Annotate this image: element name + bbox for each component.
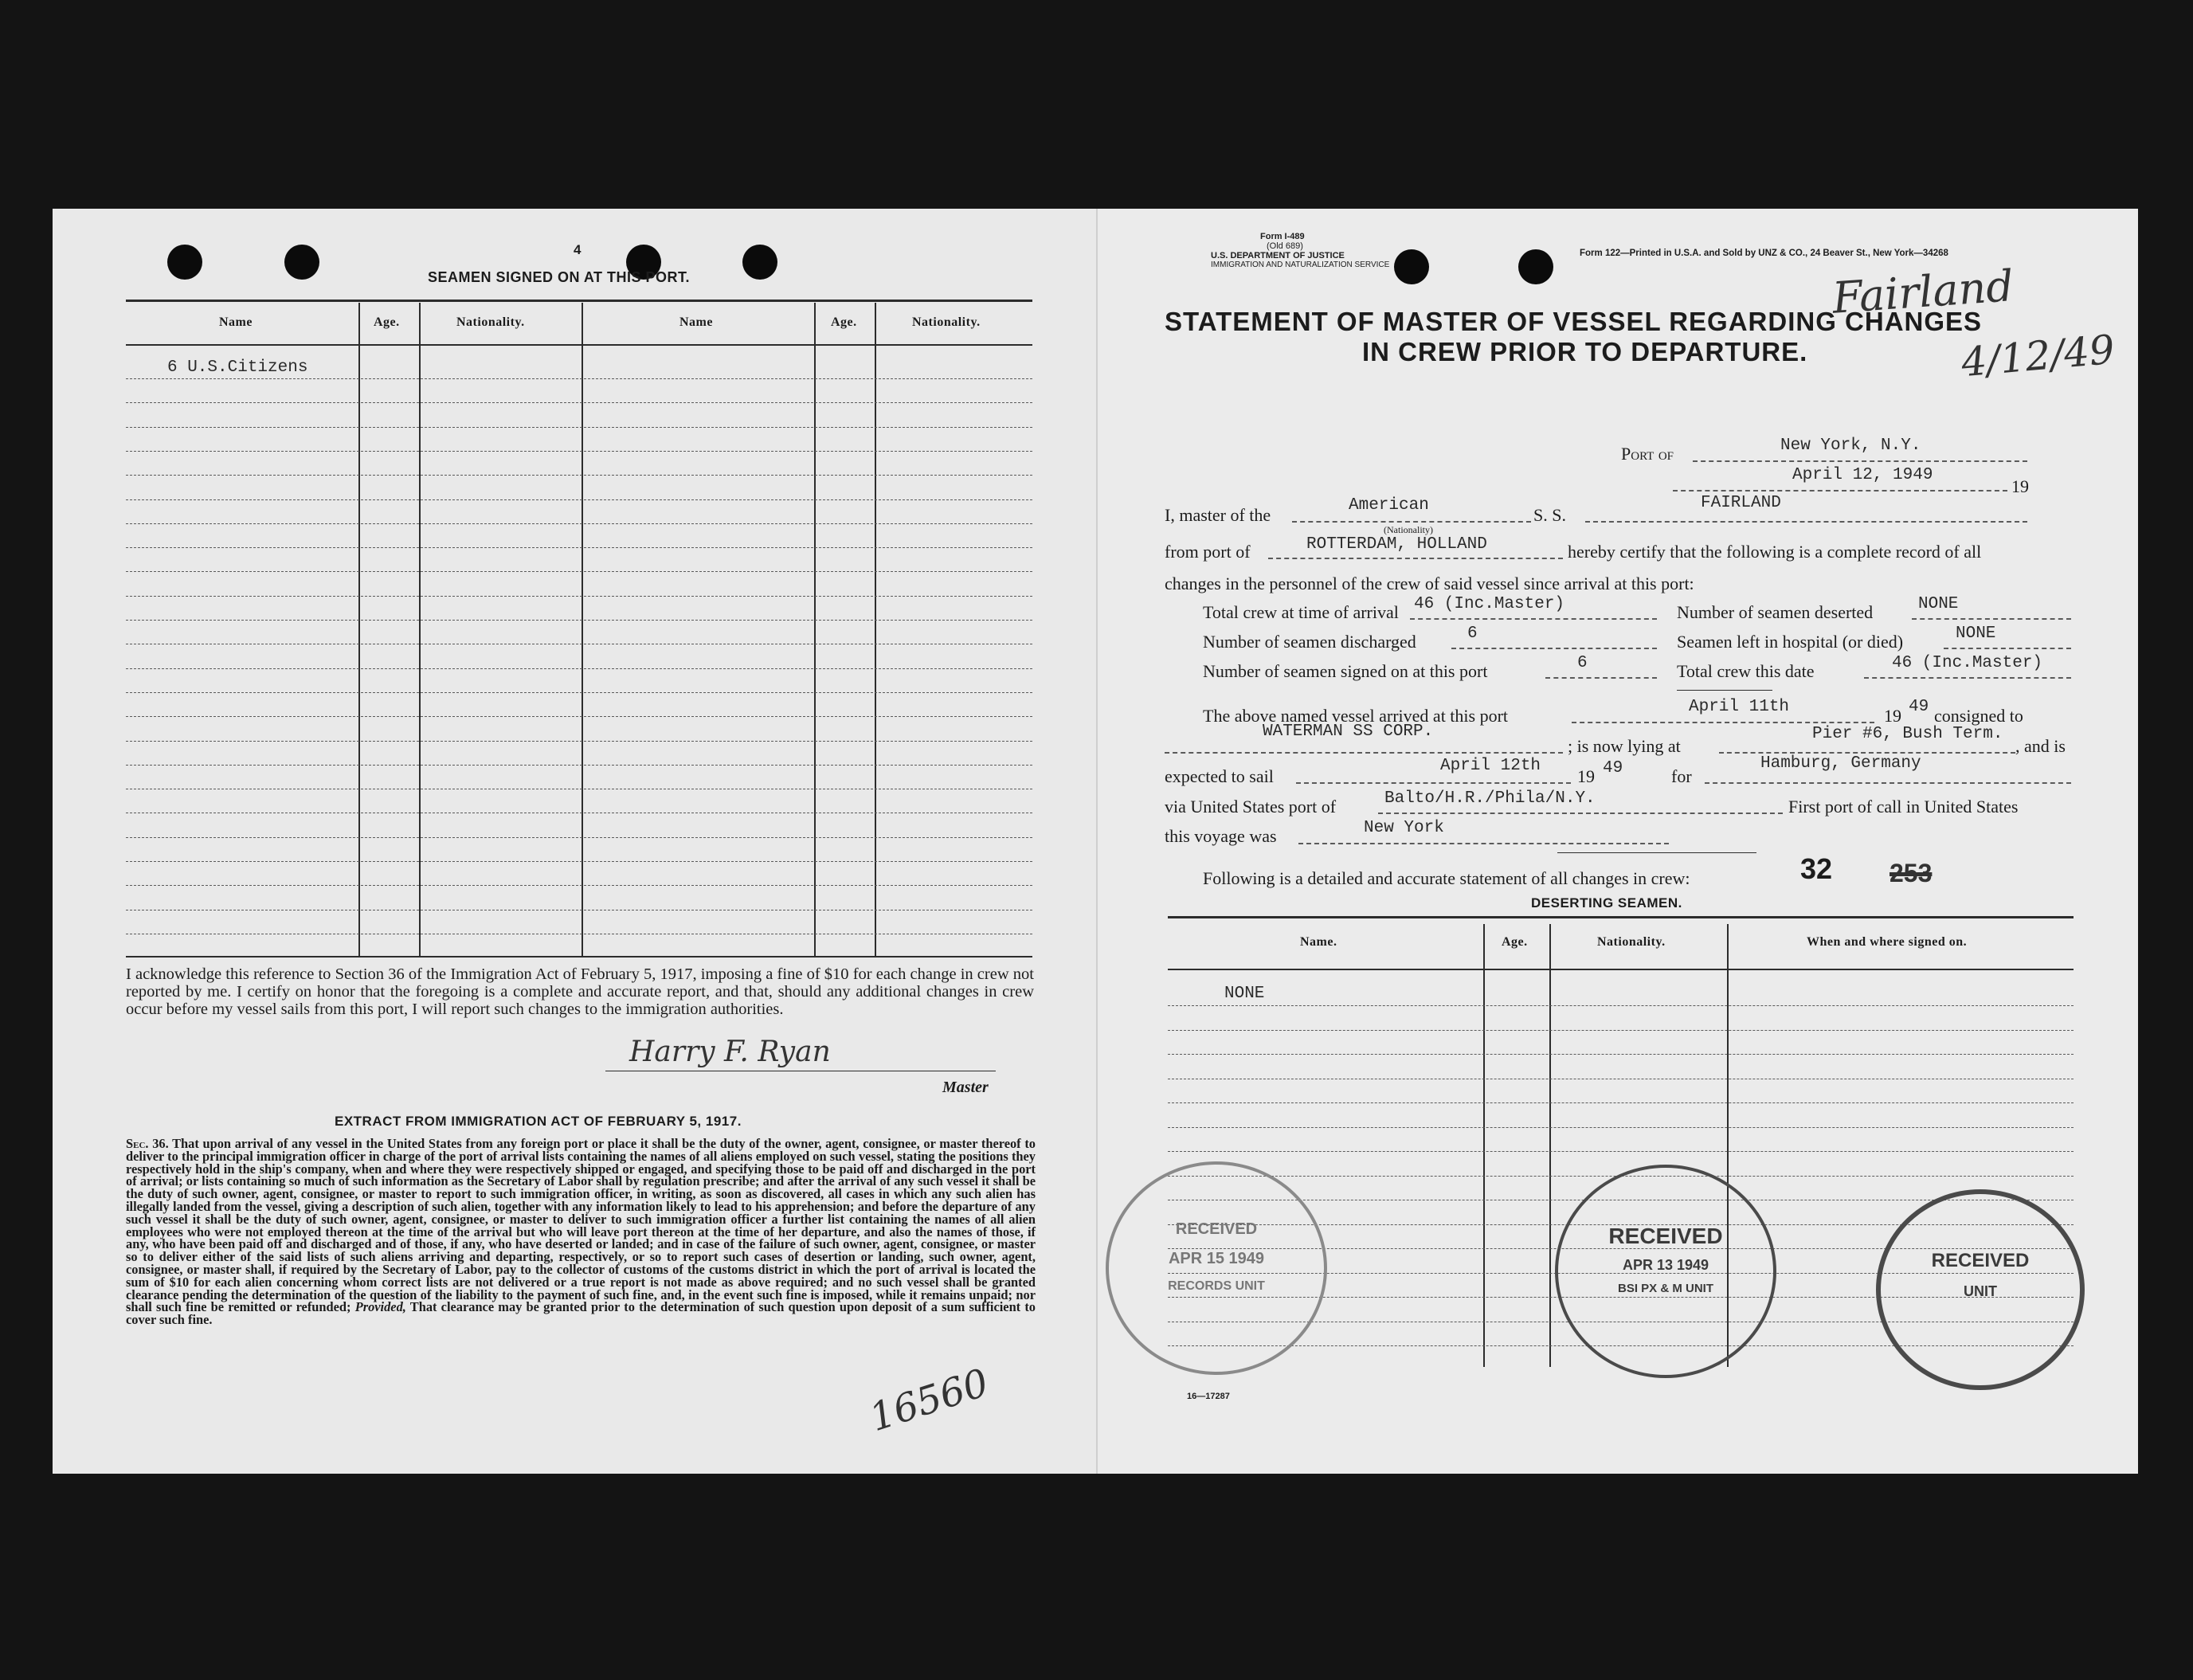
extract-text bbox=[126, 1138, 1036, 1326]
column-divider bbox=[1549, 924, 1551, 1367]
stamp-label: RECEIVED bbox=[1608, 1224, 1723, 1248]
ruled-row-line bbox=[1168, 1151, 2074, 1152]
fill-line bbox=[1719, 752, 2015, 754]
col-header-signed-on: When and where signed on. bbox=[1807, 935, 1968, 949]
form-number: Form I-489 bbox=[1260, 232, 1305, 241]
sail-year: 49 bbox=[1603, 759, 1623, 777]
handwritten-number: 16560 bbox=[864, 1360, 994, 1441]
port-value: New York, N.Y. bbox=[1780, 437, 1921, 455]
ruled-row-line bbox=[126, 571, 1032, 572]
column-divider bbox=[582, 303, 583, 957]
lying-label: ; is now lying at bbox=[1568, 736, 1681, 756]
sail-year-prefix: 19 bbox=[1577, 766, 1595, 786]
fill-line bbox=[1451, 648, 1657, 649]
signed-on-label: Number of seamen signed on at this port bbox=[1203, 661, 1488, 681]
ss-label: S. S. bbox=[1533, 505, 1566, 525]
deserting-entry: NONE bbox=[1224, 985, 1265, 1003]
department: U.S. DEPARTMENT OF JUSTICE bbox=[1211, 251, 1345, 260]
for-label: for bbox=[1671, 766, 1692, 786]
ruled-row-line bbox=[126, 837, 1032, 838]
total-date-label: Total crew this date bbox=[1677, 661, 1815, 681]
fill-line bbox=[1673, 490, 2007, 491]
ruled-row-line bbox=[126, 499, 1032, 500]
master-signature: Harry F. Ryan bbox=[629, 1036, 831, 1068]
col-header-nationality: Nationality. bbox=[1597, 935, 1666, 949]
col-header-name: Name bbox=[219, 315, 253, 329]
deserting-title: DESERTING SEAMEN. bbox=[1531, 895, 1682, 910]
punch-hole bbox=[167, 245, 202, 280]
page-number: 4 bbox=[574, 242, 582, 257]
hospital-value: NONE bbox=[1956, 625, 1996, 643]
column-divider bbox=[1483, 924, 1485, 1367]
handwritten-vessel: Fairland bbox=[1831, 260, 2015, 323]
discharged-label: Number of seamen discharged bbox=[1203, 632, 1416, 652]
sail-value: April 12th bbox=[1440, 757, 1541, 775]
signed-on-value: 6 bbox=[1577, 654, 1588, 672]
certify-text: hereby certify that the following is a complete record of all bbox=[1568, 542, 1982, 562]
ruled-row-line bbox=[1168, 1005, 2074, 1006]
hospital-label: Seamen left in hospital (or died) bbox=[1677, 632, 1904, 652]
crew-count: 32 bbox=[1800, 852, 1833, 885]
ruled-row-line bbox=[126, 378, 1032, 379]
fill-line bbox=[1864, 677, 2071, 679]
stamp-date: APR 13 1949 bbox=[1622, 1257, 1709, 1273]
punch-hole bbox=[1518, 249, 1553, 284]
col-header-nationality-2: Nationality. bbox=[912, 315, 981, 329]
arrived-value: April 11th bbox=[1689, 698, 1790, 716]
form-old-number: (Old 689) bbox=[1267, 241, 1303, 251]
first-call-label: First port of call in United States bbox=[1788, 797, 2019, 817]
consignee-value: WATERMAN SS CORP. bbox=[1263, 723, 1434, 741]
fill-line bbox=[1298, 843, 1669, 844]
ruled-row-line bbox=[126, 596, 1032, 597]
ruled-row-line bbox=[126, 427, 1032, 428]
via-value: Balto/H.R./Phila/N.Y. bbox=[1384, 789, 1596, 808]
fill-line bbox=[1545, 677, 1657, 679]
form-title-line2: IN CREW PRIOR TO DEPARTURE. bbox=[1362, 337, 1808, 366]
acknowledgement-text: I acknowledge this reference to Section 36 of the Immigration Act of February 5, 1917, imposing a fine of $10 for each change in crew not reported by me. I certify on honor that the foregoing is a complete and accurate report, and that, should any additional changes in crew occur before my vessel sails from this port, I will report such changes to the immigration authorities. bbox=[126, 965, 1034, 1018]
ruled-row-line bbox=[1168, 1127, 2074, 1128]
handwritten-date: 4/12/49 bbox=[1959, 326, 2117, 386]
master-of-label: I, master of the bbox=[1165, 505, 1271, 525]
left-title: SEAMEN SIGNED ON AT THIS PORT. bbox=[428, 269, 691, 285]
table-rule bbox=[126, 344, 1032, 346]
column-divider bbox=[419, 303, 421, 957]
punch-hole bbox=[1394, 249, 1429, 284]
stamp-unit: UNIT bbox=[1964, 1283, 1997, 1299]
total-arrival-label: Total crew at time of arrival bbox=[1203, 602, 1399, 622]
via-label: via United States port of bbox=[1165, 797, 1337, 817]
rule bbox=[1677, 690, 1772, 691]
vessel-value: FAIRLAND bbox=[1701, 494, 1781, 512]
arrived-year: 49 bbox=[1909, 698, 1929, 716]
ruled-row-line bbox=[126, 620, 1032, 621]
fill-line bbox=[1572, 722, 1874, 723]
fill-line bbox=[1705, 782, 2071, 784]
master-label: Master bbox=[942, 1079, 989, 1096]
printer-note: Form 122—Printed in U.S.A. and Sold by UNZ & CO., 24 Beaver St., New York—34268 bbox=[1580, 249, 1948, 258]
date-value: April 12, 1949 bbox=[1792, 466, 1933, 484]
from-port-label: from port of bbox=[1165, 542, 1251, 562]
ruled-row-line bbox=[126, 765, 1032, 766]
discharged-value: 6 bbox=[1467, 625, 1478, 643]
ruled-row-line bbox=[126, 861, 1032, 862]
col-header-nationality: Nationality. bbox=[456, 315, 525, 329]
ruled-row-line bbox=[1168, 1102, 2074, 1103]
total-date-value: 46 (Inc.Master) bbox=[1892, 654, 2043, 672]
extract-tail: That clearance may be granted prior to the determination of such question upon deposit of a sum sufficient to cover such fine. bbox=[126, 1299, 1036, 1328]
extract-provided: Provided, bbox=[354, 1299, 406, 1315]
fill-line bbox=[1944, 648, 2071, 649]
stamp-unit: RECORDS UNIT bbox=[1168, 1279, 1265, 1293]
ruled-row-line bbox=[1168, 1030, 2074, 1031]
column-divider bbox=[358, 303, 360, 957]
col-header-age: Age. bbox=[1502, 935, 1528, 949]
ruled-row-line bbox=[126, 741, 1032, 742]
col-header-age: Age. bbox=[374, 315, 400, 329]
following-text: Following is a detailed and accurate statement of all changes in crew: bbox=[1203, 868, 1690, 888]
fill-line bbox=[1268, 558, 1563, 559]
consigned-label: consigned to bbox=[1934, 706, 2023, 726]
service: IMMIGRATION AND NATURALIZATION SERVICE bbox=[1211, 260, 1390, 269]
column-divider bbox=[814, 303, 816, 957]
received-stamp-bsi bbox=[1555, 1165, 1776, 1378]
fill-line bbox=[1296, 782, 1571, 784]
fill-line bbox=[1693, 460, 2027, 462]
port-label: Port of bbox=[1621, 444, 1674, 464]
ruled-row-line bbox=[126, 716, 1032, 717]
form-title-line1: STATEMENT OF MASTER OF VESSEL REGARDING CHANGES bbox=[1165, 307, 1983, 336]
expected-label: expected to sail bbox=[1165, 766, 1274, 786]
ruled-row-line bbox=[126, 402, 1032, 403]
footer-code: 16—17287 bbox=[1187, 1392, 1230, 1401]
lying-value: Pier #6, Bush Term. bbox=[1812, 725, 2003, 743]
rule bbox=[1557, 852, 1756, 853]
voyage-value: New York bbox=[1364, 819, 1444, 837]
fill-line bbox=[1912, 618, 2071, 620]
table-rule bbox=[1168, 916, 2074, 918]
extract-body: That upon arrival of any vessel in the United States from any foreign port or place it shall be the duty of the owner, agent, consignee, or master thereof to deliver to the principal immigration officer in charge of the port of arrival lists containing the names of all aliens employed on such vessel, stating the positions they respectively hold in the ship's company, when and where they were respectively shipped or engaged, and specifying those to be paid off and discharged in the port of arrival; or lists containing so much of such information as the Secretary of Labor shall by regulation prescribe; and after the arrival of any such vessel it shall be the duty of such owner, agent, consignee, or master to report to such immigration officer, in writing, as soon as discovered, all cases in which any such alien has illegally landed from the vessel, giving a description of such alien, together with any information likely to lead to his apprehension; and before the departure of any such vessel it shall be the duty of such owner, agent, consignee, or master to deliver to such immigration officer a further list containing the names of all alien employees who were not employed thereon at the time of the arrival but who will leave port thereon at the time of her departure, and also the names of those, if any, who have been paid off and discharged and of those, if any, who have deserted or landed; and in case of the failure of such owner, agent, consignee, or master so to deliver either of the said lists of such aliens arriving and departing, respectively, or so to report such cases of desertion or landing, such owner, agent, consignee, or master shall, if required by the Secretary of Labor, pay to the collector of customs of the customs district in which the port of arrival is located the sum of $10 for each alien concerning whom correct lists are not delivered or a true report is not made as above required; and no such vessel shall be granted clearance pending the determination of the question of the liability to the payment of such fine, and, in the event such fine is imposed, while it remains unpaid; nor shall such fine be remitted or refunded; bbox=[126, 1136, 1036, 1315]
crew-count-struck: 253 bbox=[1890, 859, 1933, 887]
date-suffix: 19 bbox=[2011, 476, 2029, 496]
changes-text: changes in the personnel of the crew of said vessel since arrival at this port: bbox=[1165, 574, 1694, 593]
voyage-label: this voyage was bbox=[1165, 826, 1277, 846]
ruled-row-line bbox=[126, 668, 1032, 669]
seaman-entry: 6 U.S.Citizens bbox=[167, 358, 308, 377]
fill-line bbox=[1585, 521, 2027, 523]
from-port-value: ROTTERDAM, HOLLAND bbox=[1306, 535, 1487, 554]
ruled-row-line bbox=[126, 523, 1032, 524]
nationality-caption: (Nationality) bbox=[1384, 524, 1433, 535]
fill-line bbox=[1165, 752, 1563, 754]
nationality-value: American bbox=[1349, 496, 1429, 515]
col-header-name: Name. bbox=[1300, 935, 1337, 949]
stamp-label: RECEIVED bbox=[1175, 1220, 1258, 1238]
fill-line bbox=[1378, 813, 1783, 814]
total-arrival-value: 46 (Inc.Master) bbox=[1414, 595, 1565, 613]
punch-hole bbox=[284, 245, 319, 280]
destination-value: Hamburg, Germany bbox=[1760, 754, 1921, 773]
table-rule bbox=[126, 956, 1032, 957]
fill-line bbox=[1410, 618, 1657, 620]
column-divider bbox=[875, 303, 876, 957]
fill-line bbox=[1292, 521, 1531, 523]
received-stamp-records bbox=[1106, 1161, 1327, 1375]
arrived-year-prefix: 19 bbox=[1884, 706, 1901, 726]
table-rule bbox=[1168, 969, 2074, 970]
extract-section: Sec. 36. bbox=[126, 1136, 169, 1151]
col-header-name-2: Name bbox=[679, 315, 713, 329]
ruled-row-line bbox=[126, 692, 1032, 693]
extract-title: EXTRACT FROM IMMIGRATION ACT OF FEBRUARY 5, 1917. bbox=[335, 1114, 742, 1129]
table-rule bbox=[126, 300, 1032, 302]
punch-hole bbox=[742, 245, 777, 280]
ruled-row-line bbox=[126, 547, 1032, 548]
deserted-label: Number of seamen deserted bbox=[1677, 602, 1874, 622]
ruled-row-line bbox=[1168, 1054, 2074, 1055]
received-stamp-unit bbox=[1876, 1189, 2085, 1390]
ruled-row-line bbox=[126, 885, 1032, 886]
and-is: , and is bbox=[2015, 736, 2066, 756]
ruled-row-line bbox=[126, 475, 1032, 476]
stamp-label: RECEIVED bbox=[1931, 1250, 2030, 1271]
stamp-date: APR 15 1949 bbox=[1168, 1250, 1265, 1267]
deserted-value: NONE bbox=[1918, 595, 1959, 613]
arrived-label: The above named vessel arrived at this port bbox=[1203, 706, 1509, 726]
stamp-unit: BSI PX & M UNIT bbox=[1617, 1282, 1713, 1295]
ruled-row-line bbox=[126, 451, 1032, 452]
col-header-age-2: Age. bbox=[831, 315, 857, 329]
